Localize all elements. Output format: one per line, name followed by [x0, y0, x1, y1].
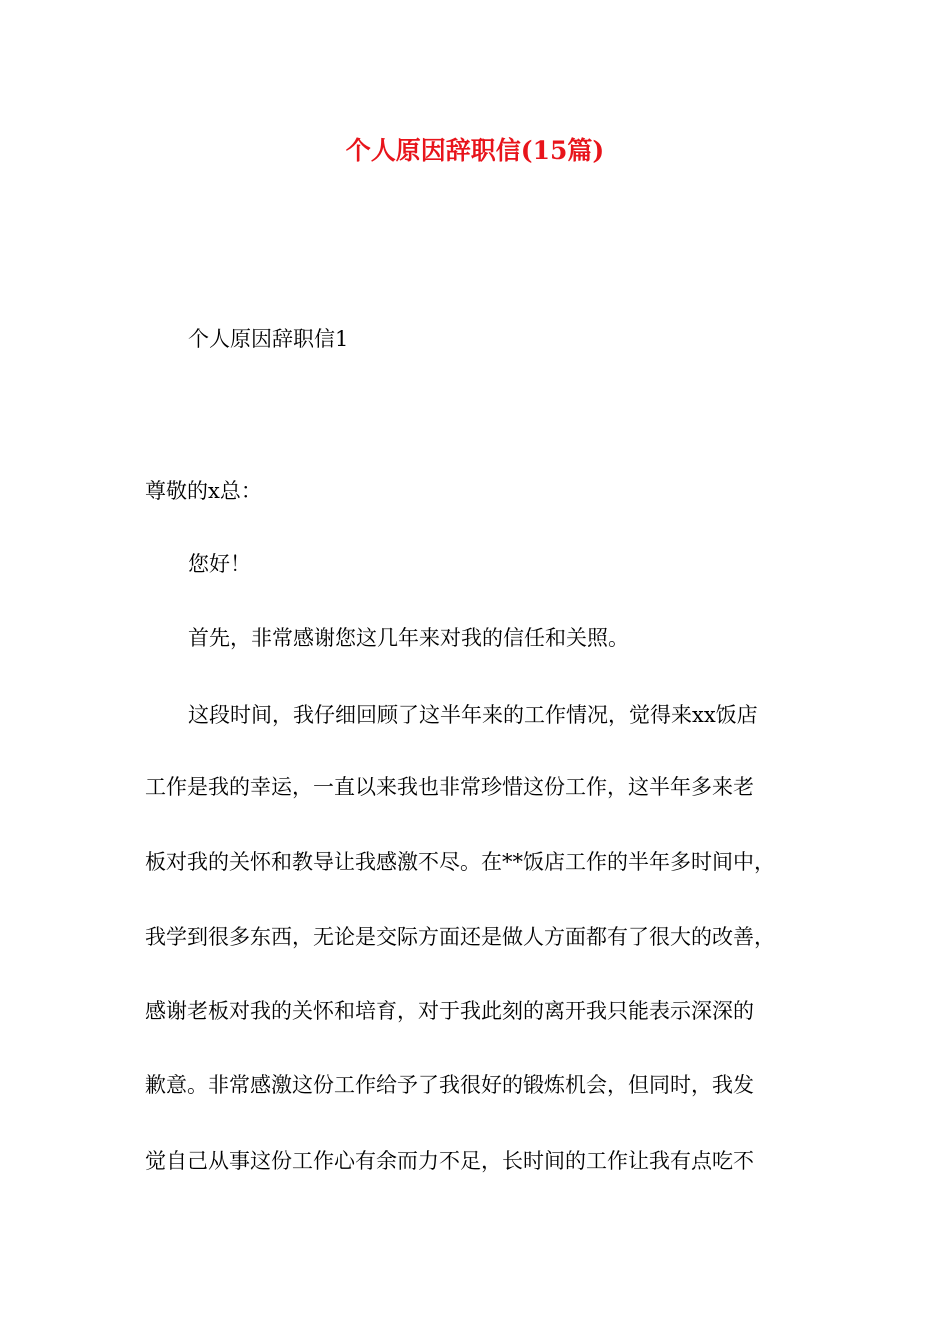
- section-heading: 个人原因辞职信1: [188, 327, 349, 351]
- greeting: 您好！: [188, 552, 251, 576]
- document-title: 个人原因辞职信(15篇): [345, 136, 605, 165]
- paragraph-line: 这段时间，我仔细回顾了这半年来的工作情况，觉得来xx饭店: [188, 703, 758, 727]
- paragraph-line: 首先，非常感谢您这几年来对我的信任和关照。: [188, 626, 629, 650]
- paragraph-line: 我学到很多东西，无论是交际方面还是做人方面都有了很大的改善，: [145, 925, 775, 949]
- paragraph-line: 板对我的关怀和教导让我感激不尽。在**饭店工作的半年多时间中，: [145, 850, 775, 874]
- salutation: 尊敬的x总：: [145, 479, 262, 503]
- paragraph-line: 感谢老板对我的关怀和培育，对于我此刻的离开我只能表示深深的: [145, 999, 754, 1023]
- paragraph-line: 觉自己从事这份工作心有余而力不足，长时间的工作让我有点吃不: [145, 1149, 754, 1173]
- paragraph-line: 歉意。非常感激这份工作给予了我很好的锻炼机会，但同时，我发: [145, 1073, 754, 1097]
- paragraph-line: 工作是我的幸运，一直以来我也非常珍惜这份工作，这半年多来老: [145, 775, 754, 799]
